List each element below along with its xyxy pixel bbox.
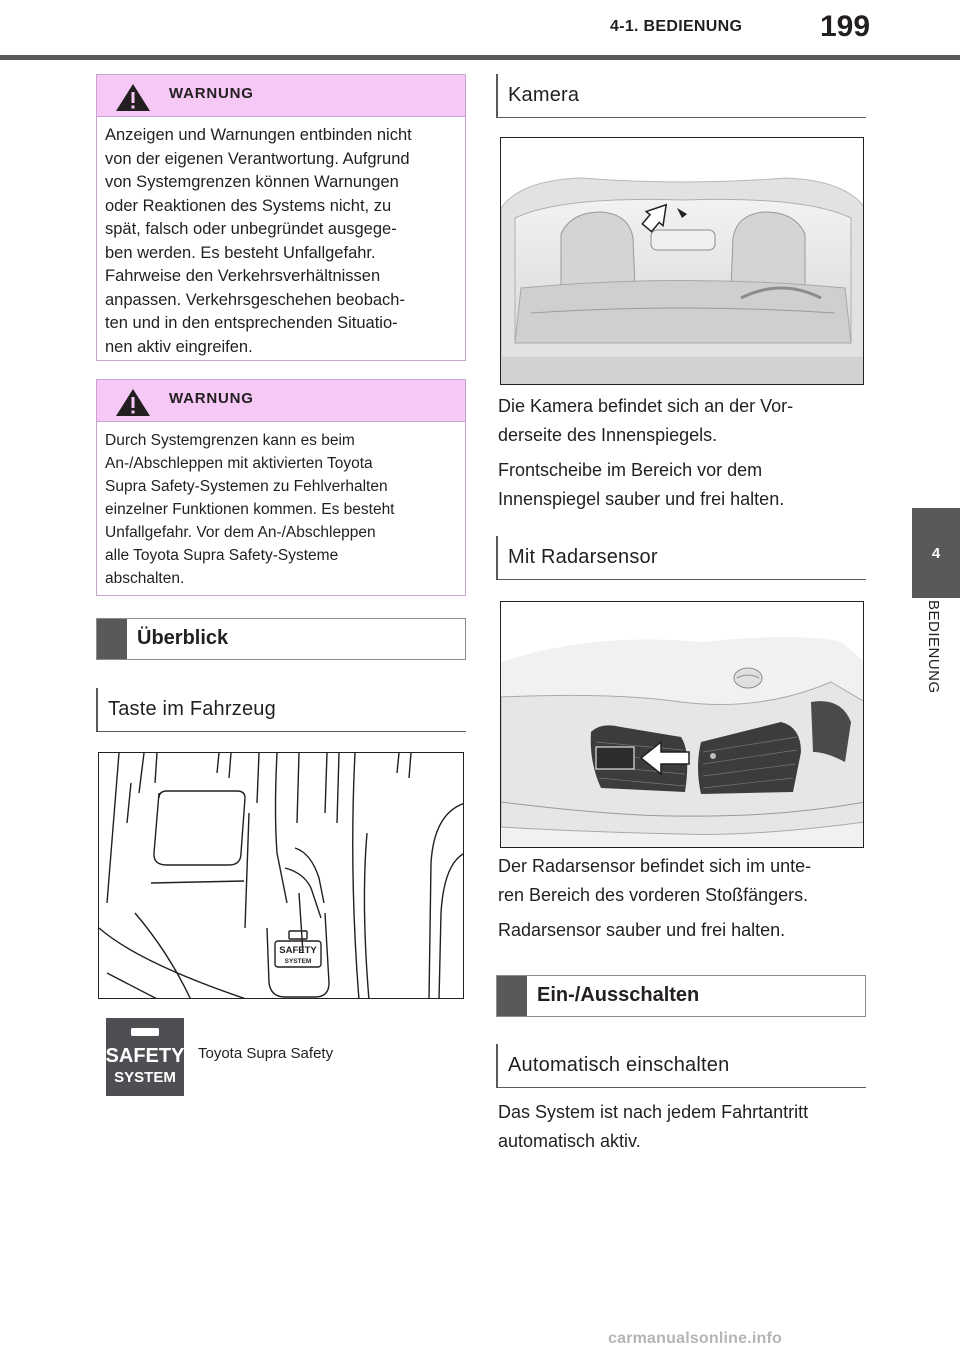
warning-line: An-/Abschleppen mit aktivierten Toyota <box>105 455 373 472</box>
section-header: 4-1. BEDIENUNG <box>610 18 743 35</box>
page-number: 199 <box>820 10 871 43</box>
warning-line: Fahrweise den Verkehrsverhältnissen <box>105 267 381 285</box>
camera-figure <box>500 137 864 385</box>
warning-line: oder Reaktionen des Systems nicht, zu <box>105 196 392 215</box>
safety-system-button-icon <box>106 1018 184 1096</box>
subheading-auto-on <box>496 1044 866 1088</box>
warning-line: Anzeigen und Warnungen entbinden nicht <box>105 126 412 144</box>
section-bar <box>97 619 127 659</box>
watermark: carmanualsonline.info <box>608 1330 783 1347</box>
section-title: Überblick <box>137 627 229 649</box>
warning-title: WARNUNG <box>169 390 254 407</box>
paragraph-line: Innenspiegel sauber und frei halten. <box>498 489 785 509</box>
console-line-drawing <box>99 753 464 999</box>
subheading-camera <box>496 74 866 118</box>
warning-line: alle Toyota Supra Safety-Systeme <box>105 547 339 564</box>
paragraph-line: automatisch aktiv. <box>498 1131 641 1151</box>
chapter-tab[interactable]: 4 <box>912 508 960 598</box>
header-rule <box>0 55 960 60</box>
section-title: Ein-/Ausschalten <box>537 984 700 1006</box>
car-interior-image <box>501 138 864 385</box>
radar-figure <box>500 601 864 848</box>
warning-triangle-icon <box>113 386 153 418</box>
subheading-button-in-vehicle <box>96 688 466 732</box>
paragraph-line: Der Radarsensor befindet sich im unte- <box>498 856 812 876</box>
console-figure <box>98 752 464 999</box>
subheading-radar <box>496 536 866 580</box>
subheading-text: Automatisch einschalten <box>508 1054 730 1076</box>
paragraph-line: Frontscheibe im Bereich vor dem <box>498 460 763 480</box>
radar-description <box>498 852 868 945</box>
section-bar <box>497 976 527 1016</box>
warning-box-2 <box>96 379 466 596</box>
warning-line: Unfallgefahr. Vor dem An-/Abschleppen <box>105 524 376 541</box>
warning-line: Durch Systemgrenzen kann es beim <box>105 432 355 449</box>
paragraph-line: Radarsensor sauber und frei halten. <box>498 920 786 940</box>
button-label-line1: SAFETY <box>279 945 317 956</box>
warning-line: einzelner Funktionen kommen. Es besteht <box>105 501 395 518</box>
warning-line: spät, falsch oder unbegründet ausgege- <box>105 220 397 238</box>
warning-line: von Systemgrenzen können Warnungen <box>105 173 399 191</box>
camera-description <box>498 392 868 514</box>
warning-box-1 <box>96 74 466 361</box>
paragraph-line: ren Bereich des vorderen Stoßfängers. <box>498 885 809 905</box>
warning-triangle-icon <box>113 81 153 113</box>
warning-line: ben werden. Es besteht Unfallgefahr. <box>105 243 376 262</box>
subheading-text: Mit Radarsensor <box>508 546 658 568</box>
section-heading-on-off <box>496 975 866 1017</box>
warning-line: nen aktiv eingreifen. <box>105 337 253 356</box>
warning-header <box>97 75 465 117</box>
warning-text <box>97 422 465 600</box>
section-heading-overview <box>96 618 466 660</box>
warning-text <box>97 117 465 369</box>
warning-line: Supra Safety-Systemen zu Fehlverhalten <box>105 478 388 495</box>
paragraph-line: Das System ist nach jedem Fahrtantritt <box>498 1102 809 1122</box>
warning-header <box>97 380 465 422</box>
warning-line: abschalten. <box>105 570 185 587</box>
paragraph-line: Die Kamera befindet sich an der Vor- <box>498 396 794 416</box>
badge-line1: SAFETY <box>106 1045 184 1067</box>
chapter-label <box>920 600 952 730</box>
auto-description <box>498 1098 868 1156</box>
subheading-text: Kamera <box>508 84 580 106</box>
badge-line2: SYSTEM <box>114 1069 176 1086</box>
button-label-line2: SYSTEM <box>284 958 312 965</box>
warning-title: WARNUNG <box>169 85 254 102</box>
warning-line: ten und in den entsprechenden Situatio- <box>105 314 398 332</box>
paragraph-line: derseite des Innenspiegels. <box>498 425 718 445</box>
warning-line: von der eigenen Verantwortung. Aufgrund <box>105 149 410 168</box>
car-front-image <box>501 602 864 848</box>
badge-caption: Toyota Supra Safety <box>198 1045 334 1062</box>
chapter-label-text: BEDIENUNG <box>925 600 942 694</box>
warning-line: anpassen. Verkehrsgeschehen beobach- <box>105 290 405 309</box>
subheading-text: Taste im Fahrzeug <box>108 698 276 720</box>
